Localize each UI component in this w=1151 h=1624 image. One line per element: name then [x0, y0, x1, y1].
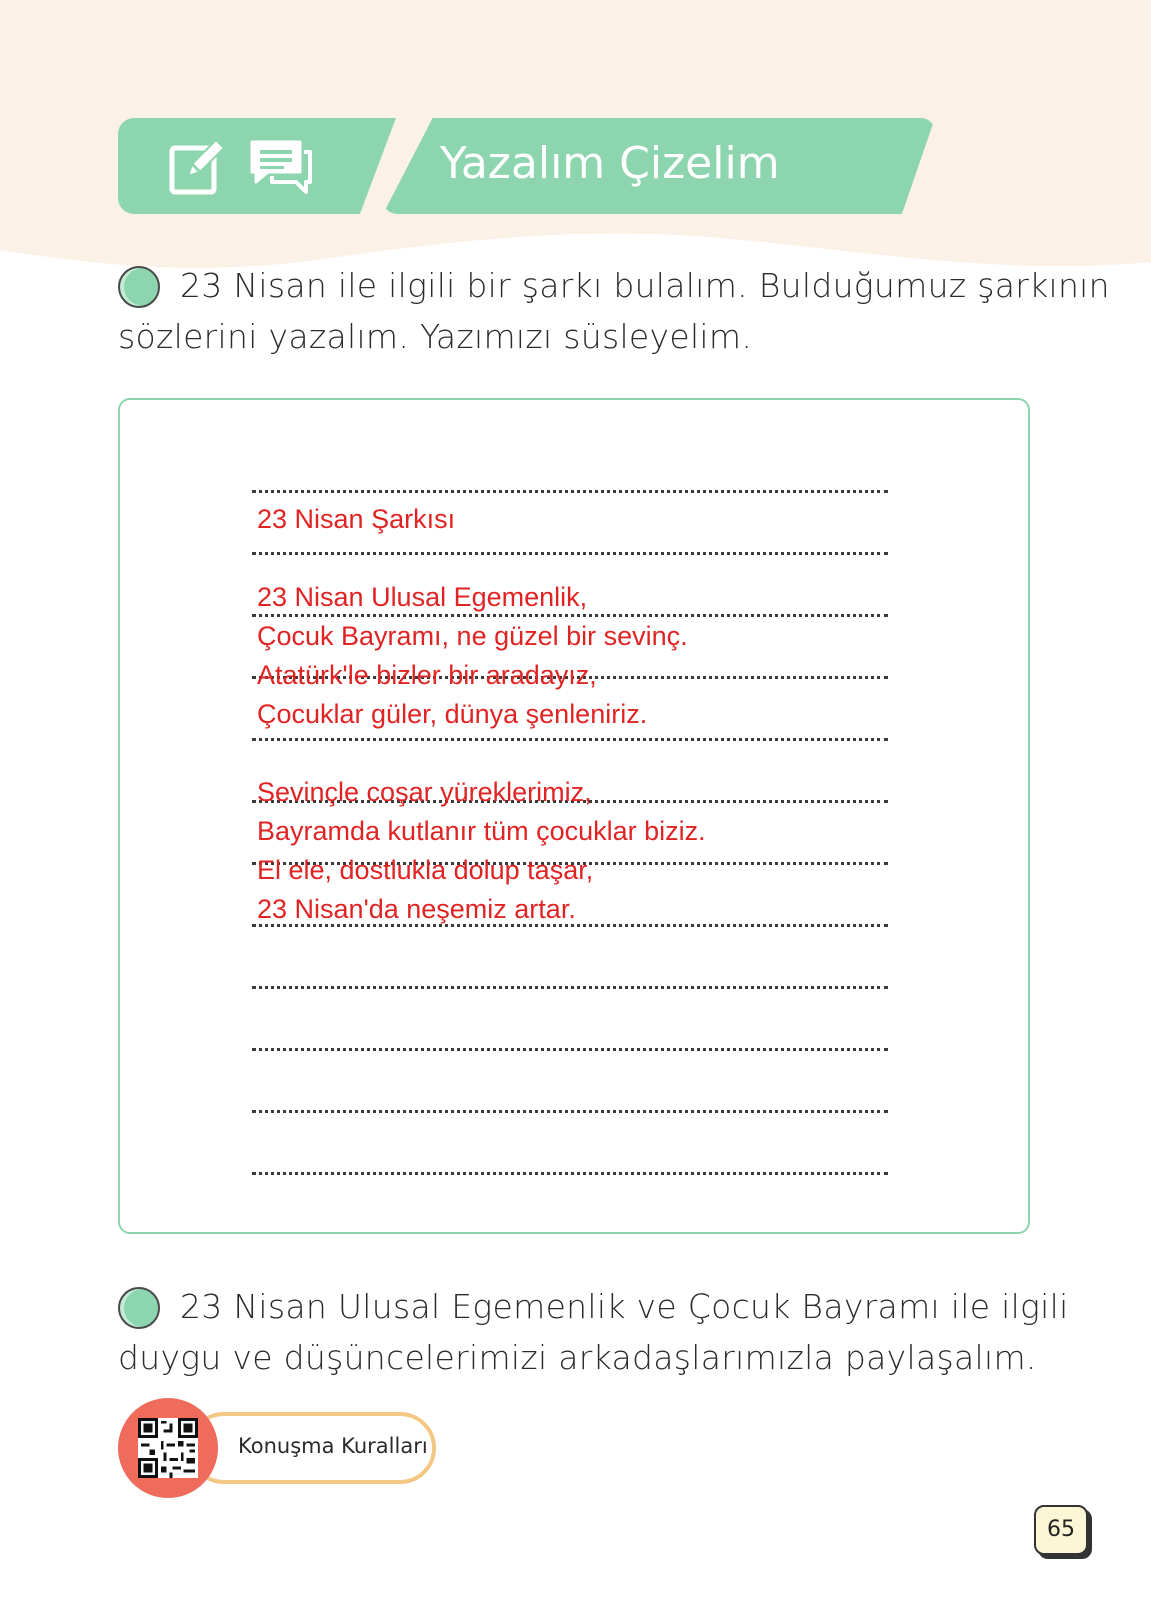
writing-line [252, 552, 888, 555]
song-line: Çocuk Bayramı, ne güzel bir sevinç. [257, 621, 688, 651]
activity-1-line-1: 23 Nisan ile ilgili bir şarkı bulalım. Bulduğumuz şarkının [180, 266, 1110, 305]
activity-2-text [118, 1281, 1069, 1383]
qr-link[interactable] [118, 1398, 438, 1498]
writing-line [252, 1110, 888, 1113]
activity-1-line-2: sözlerini yazalım. Yazımızı süsleyelim. [118, 317, 753, 356]
writing-line [252, 738, 888, 741]
song-line: Çocuklar güler, dünya şenleniriz. [257, 699, 648, 729]
writing-line [252, 1048, 888, 1051]
activity-2-line-2: duygu ve düşüncelerimizi arkadaşlarımızla paylaşalım. [118, 1338, 1037, 1377]
qr-code-icon [138, 1418, 198, 1478]
song-line: 23 Nisan Ulusal Egemenlik, [257, 582, 588, 612]
song-line: El ele, dostlukla dolup taşar, [257, 855, 594, 885]
writing-line [252, 986, 888, 989]
edit-icon [168, 134, 230, 196]
song-line: Atatürk'le bizler bir aradayız, [257, 660, 597, 690]
writing-line [252, 490, 888, 493]
activity-2-line-1: 23 Nisan Ulusal Egemenlik ve Çocuk Bayramı ile ilgili [180, 1287, 1069, 1326]
activity-1-text [118, 260, 1110, 362]
qr-label: Konuşma Kuralları [238, 1434, 428, 1458]
writing-line [252, 614, 888, 617]
chat-icon [248, 138, 314, 194]
song-title: 23 Nisan Şarkısı [257, 504, 456, 534]
page-number: 65 [1047, 1517, 1075, 1542]
page-title: Yazalım Çizelim [440, 138, 780, 189]
page-number-box [1034, 1505, 1088, 1555]
writing-line [252, 1172, 888, 1175]
song-line: 23 Nisan'da neşemiz artar. [257, 894, 576, 924]
song-line: Sevinçle coşar yüreklerimiz, [257, 777, 592, 807]
song-line: Bayramda kutlanır tüm çocuklar biziz. [257, 816, 706, 846]
